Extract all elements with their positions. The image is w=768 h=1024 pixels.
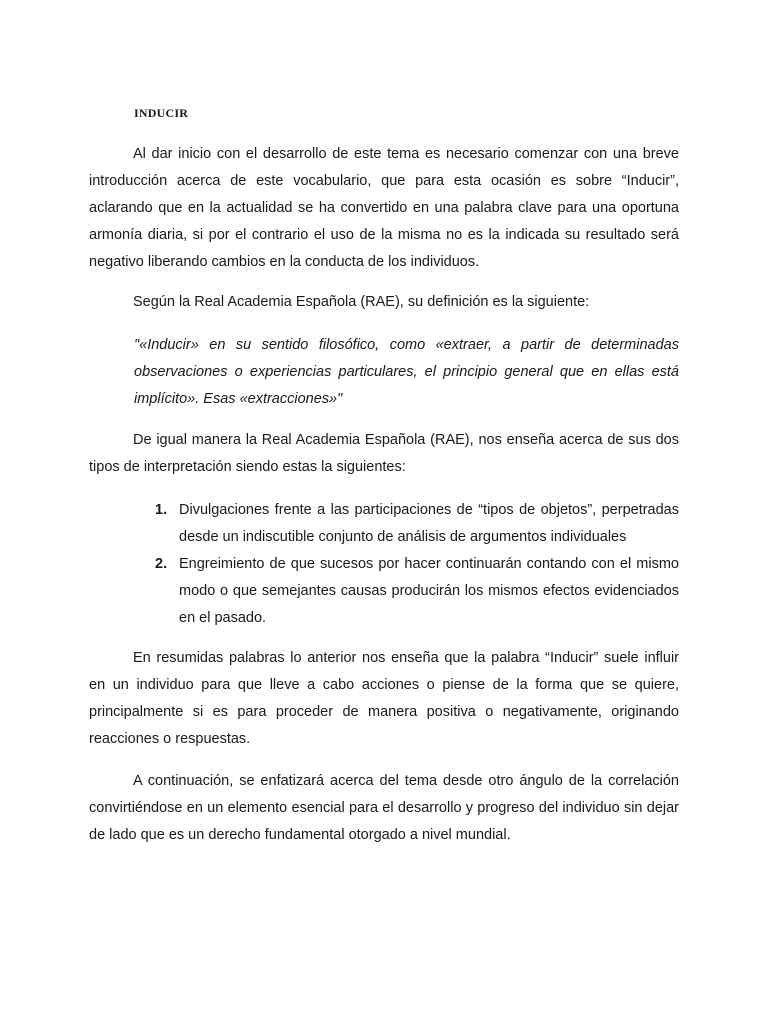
paragraph-continuation: A continuación, se enfatizará acerca del tema desde otro ángulo de la correlación convirtiéndose en un elemento esencial para el desarrollo y progreso del individuo sin dejar de lado que es un derecho fundamental otorgado a nivel mundial. xyxy=(89,773,679,843)
document-heading: INDUCIR xyxy=(134,106,189,120)
list-item-number: 2. xyxy=(155,556,168,572)
list-item xyxy=(150,551,679,632)
list-item xyxy=(150,497,679,551)
list-item-text: Engreimiento de que sucesos por hacer continuarán contando con el mismo modo o que semejantes causas producirán los mismos efectos evidenciados en el pasado. xyxy=(179,556,679,626)
quote-rae-definition: "«Inducir» en su sentido filosófico, como «extraer, a partir de determinadas observaciones o experiencias particulares, el principio general que en ellas está implícito». Esas «extracciones»" xyxy=(134,337,679,407)
paragraph-summary: En resumidas palabras lo anterior nos enseña que la palabra “Inducir” suele influir en un individuo para que lleve a cabo acciones o piense de la forma que se quiere, principalmente si es para proceder de manera positiva o negativamente, originando reacciones o respuestas. xyxy=(89,650,679,747)
paragraph-intro: Al dar inicio con el desarrollo de este tema es necesario comenzar con una breve introducción acerca de este vocabulario, que para esta ocasión es sobre “Inducir”, aclarando que en la actualidad se ha convertido en una palabra clave para una oportuna armonía diaria, si por el contrario el uso de la misma no es la indicada su resultado será negativo liberando cambios en la conducta de los individuos. xyxy=(89,146,679,270)
interpretations-list xyxy=(150,497,679,632)
paragraph-interpretations-intro: De igual manera la Real Academia Española (RAE), nos enseña acerca de sus dos tipos de interpretación siendo estas la siguientes: xyxy=(89,432,679,475)
paragraph-rae-definition-intro: Según la Real Academia Española (RAE), su definición es la siguiente: xyxy=(133,294,590,310)
list-item-number: 1. xyxy=(155,502,168,518)
list-item-text: Divulgaciones frente a las participaciones de “tipos de objetos”, perpetradas desde un indiscutible conjunto de análisis de argumentos individuales xyxy=(179,502,679,545)
